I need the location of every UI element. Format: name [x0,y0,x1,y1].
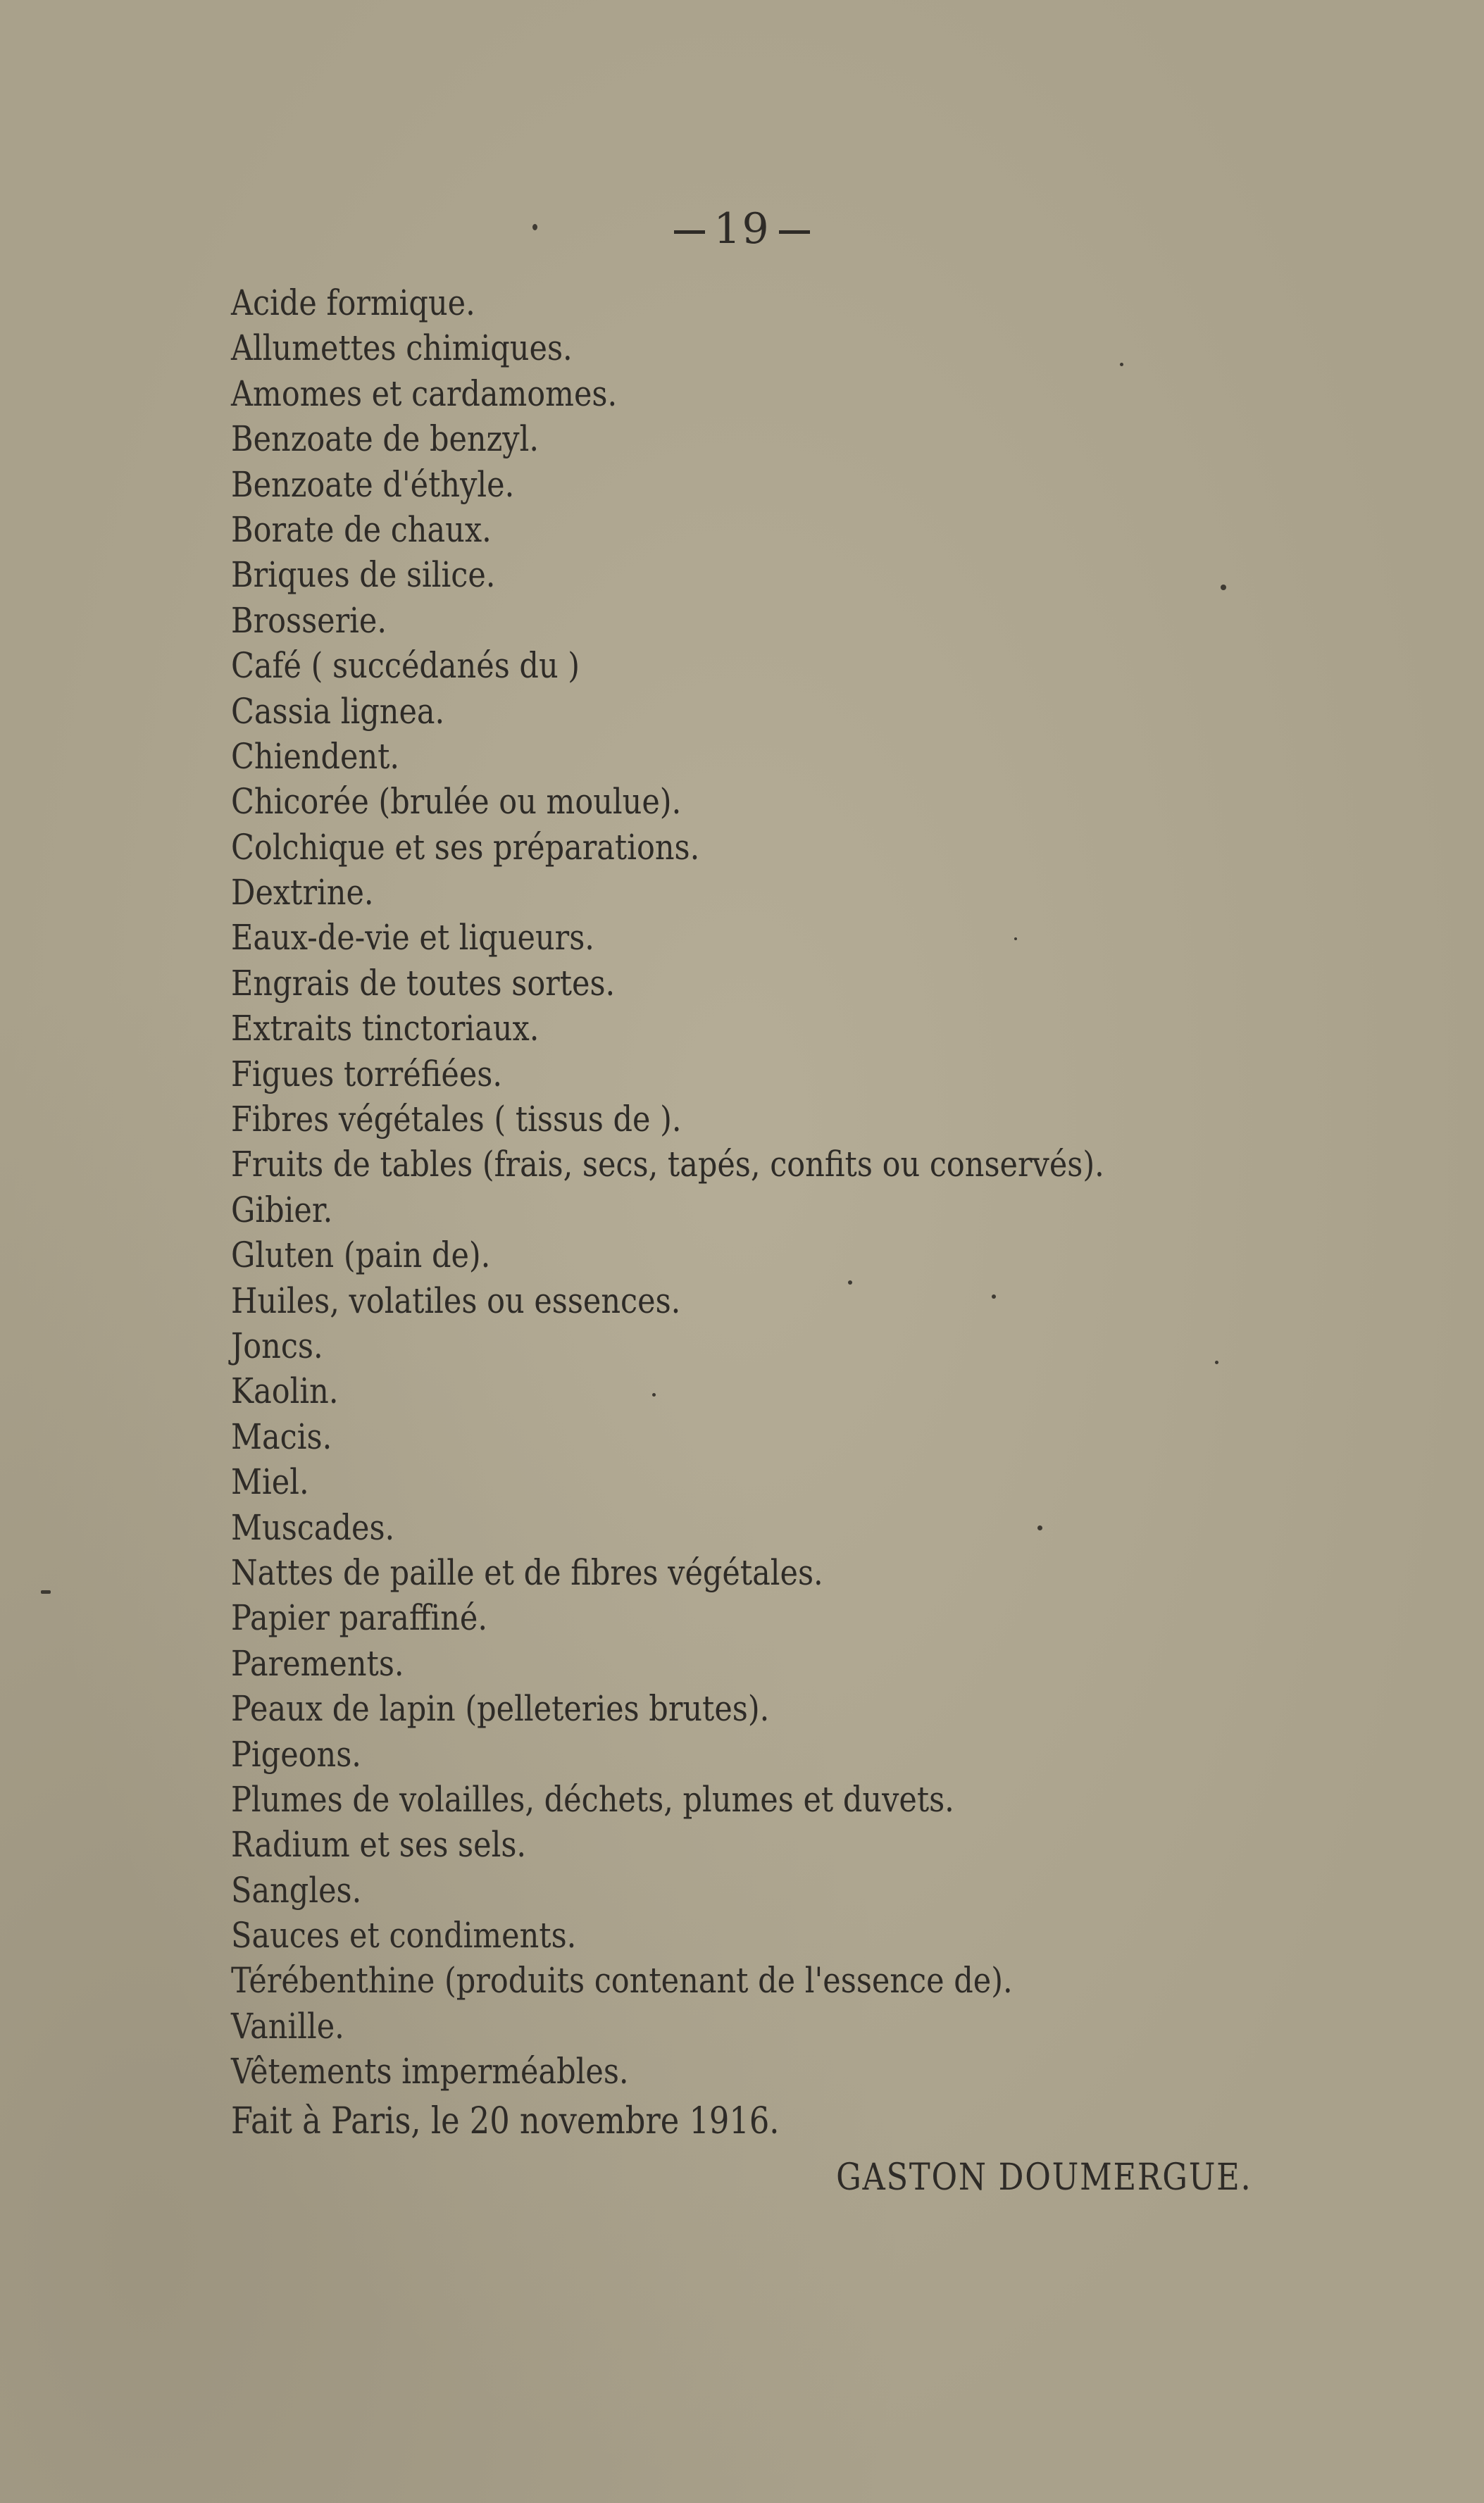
paper-speck [1215,1361,1218,1364]
list-item: Engrais de toutes sortes. [231,962,616,1004]
list-item: Macis. [231,1416,332,1457]
right-dash-ornament [779,230,810,234]
list-item: Radium et ses sels. [231,1824,527,1866]
list-item: Extraits tinctoriaux. [231,1008,540,1049]
paper-speck [652,1393,656,1397]
list-item: Acide formique. [231,282,475,323]
list-item: Amomes et cardamomes. [231,373,618,414]
paper-speck [41,1590,51,1594]
signature: GASTON DOUMERGUE. [835,2156,1252,2199]
list-item: Cassia lignea. [231,690,445,732]
list-item: Muscades. [231,1506,395,1548]
list-item: Fibres végétales ( tissus de ). [231,1099,682,1140]
left-dash-ornament [674,230,705,234]
page-number: 19 [713,204,771,254]
list-item: Allumettes chimiques. [231,327,573,369]
paper-speck [1037,1525,1042,1530]
paper-speck [532,224,537,230]
list-item: Colchique et ses préparations. [231,826,700,868]
list-item: Pigeons. [231,1733,361,1775]
list-item: Sangles. [231,1869,362,1911]
list-item: Borate de chaux. [231,508,492,550]
paper-speck [848,1280,852,1285]
list-item: Joncs. [231,1325,323,1366]
list-item: Gluten (pain de). [231,1235,491,1276]
list-item: Miel. [231,1461,309,1503]
list-item: Kaolin. [231,1371,339,1412]
closing-line: Fait à Paris, le 20 novembre 1916. [231,2100,780,2142]
paper-speck [1014,937,1017,940]
list-item: Eaux-de-vie et liqueurs. [231,917,594,959]
paper-speck [992,1294,996,1299]
list-item: Plumes de volailles, déchets, plumes et duvets. [231,1778,954,1820]
paper-speck [1221,585,1226,590]
list-item: Figues torréfiées. [231,1053,503,1094]
list-item: Peaux de lapin (pelleteries brutes). [231,1688,770,1730]
list-item: Nattes de paille et de fibres végétales. [231,1552,823,1593]
list-item: Café ( succédanés du ) [231,645,580,687]
list-item: Brosserie. [231,599,387,641]
list-item: Papier paraffiné. [231,1597,488,1639]
list-item: Gibier. [231,1189,333,1230]
list-item: Briques de silice. [231,554,496,596]
list-item: Vanille. [231,2005,344,2047]
list-item: Parements. [231,1642,404,1684]
list-item: Sauces et condiments. [231,1915,577,1956]
list-item: Huiles, volatiles ou essences. [231,1280,681,1321]
paper-speck [1120,363,1123,366]
list-item: Benzoate d'éthyle. [231,463,515,505]
list-item: Térébenthine (produits contenant de l'essence de). [231,1960,1013,2002]
list-item: Vêtements imperméables. [231,2051,629,2092]
list-item: Fruits de tables (frais, secs, tapés, confits ou conservés). [231,1144,1104,1185]
product-list [231,280,1386,2095]
list-item: Benzoate de benzyl. [231,418,540,460]
page-number-header [0,204,1484,254]
list-item: Chicorée (brulée ou moulue). [231,781,682,823]
list-item: Chiendent. [231,735,400,777]
list-item: Dextrine. [231,872,374,913]
